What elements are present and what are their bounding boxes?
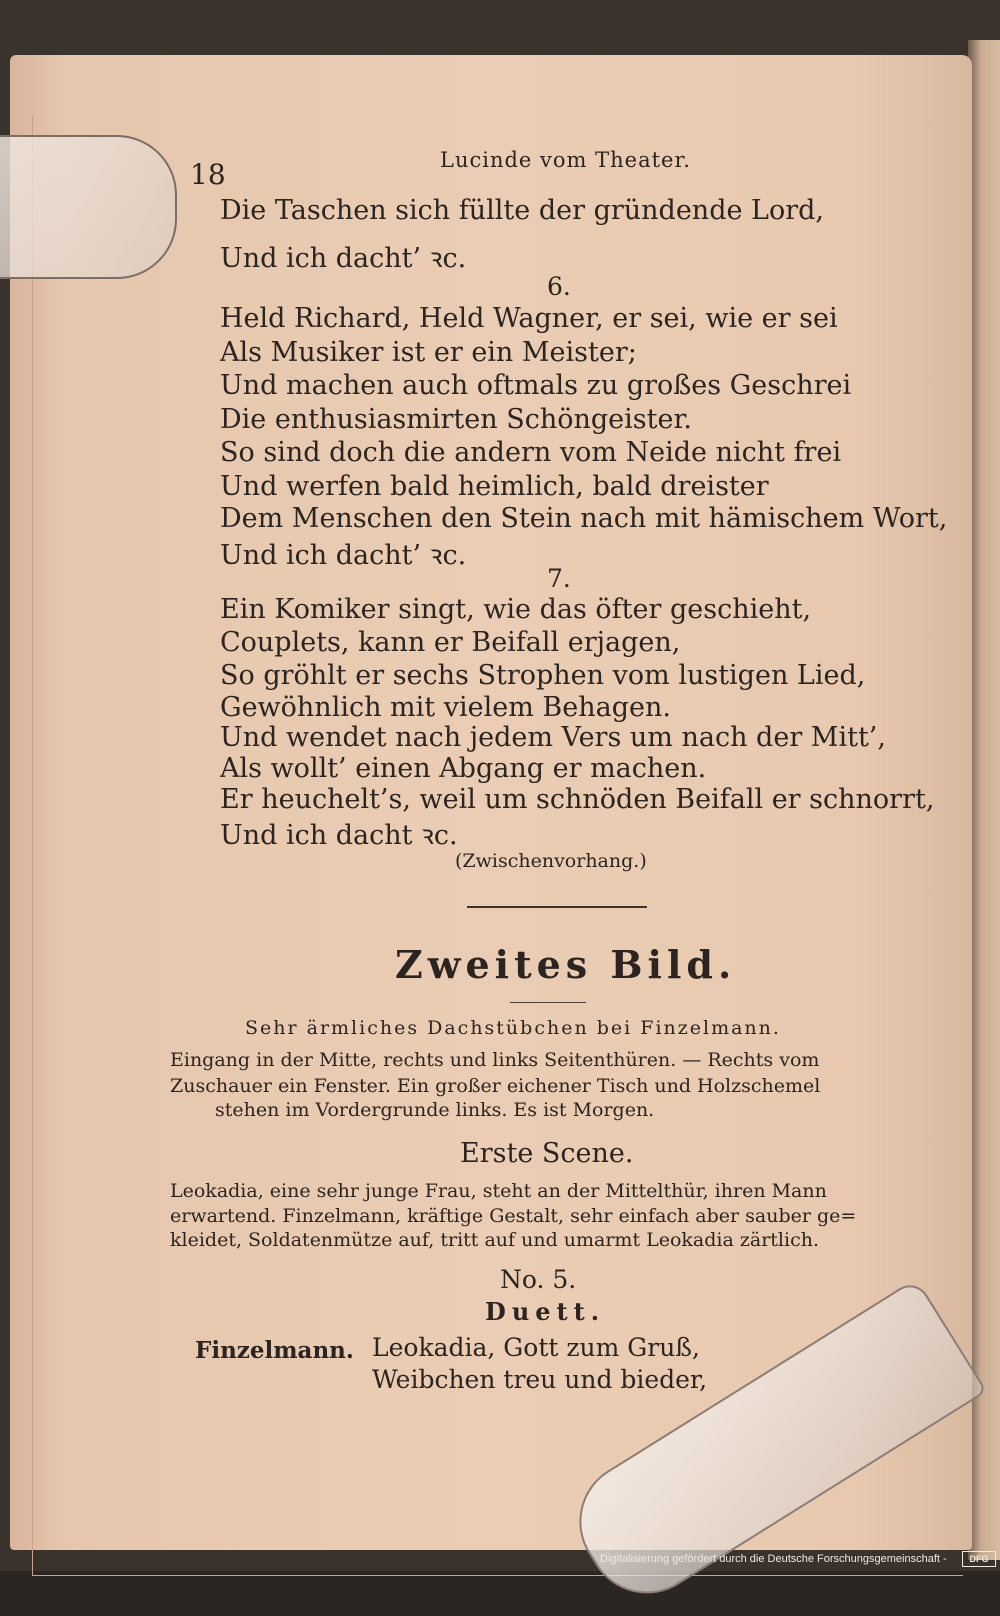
scene-description-line: erwartend. Finzelmann, kräftige Gestalt, sehr einfach aber sauber ge= — [170, 1205, 857, 1227]
section-title: Zweites Bild. — [395, 942, 737, 987]
scene-description-line: kleidet, Soldatenmütze auf, tritt auf und umarmt Leokadia zärtlich. — [170, 1229, 819, 1251]
interlude-note: (Zwischenvorhang.) — [455, 850, 647, 872]
sung-line: Weibchen treu und bieder, — [372, 1365, 708, 1394]
scene-heading: Erste Scene. — [460, 1138, 634, 1169]
verse-line: Und ich dacht ꝛc. — [220, 820, 458, 851]
verse-line: Und wendet nach jedem Vers um nach der Mitt’, — [220, 722, 886, 753]
verse-line: Als Musiker ist er ein Meister; — [220, 337, 637, 368]
verse-line: Couplets, kann er Beifall erjagen, — [220, 627, 681, 658]
verse-line: Gewöhnlich mit vielem Behagen. — [220, 692, 671, 723]
verse-line: So gröhlt er sechs Strophen vom lustigen Lied, — [220, 660, 866, 691]
setting-line: Eingang in der Mitte, rechts und links Seitenthüren. — Rechts vom — [170, 1049, 820, 1071]
sung-line: Leokadia, Gott zum Gruß, — [372, 1333, 700, 1362]
speaker-name: Finzelmann. — [195, 1337, 354, 1364]
section-divider — [467, 906, 647, 908]
stanza-number: 7. — [547, 564, 571, 593]
verse-line: Und werfen bald heimlich, bald dreister — [220, 471, 769, 502]
running-head: Lucinde vom Theater. — [440, 148, 691, 172]
stanza-number: 6. — [547, 272, 571, 301]
scene-description-line: Leokadia, eine sehr junge Frau, steht an der Mittelthür, ihren Mann — [170, 1180, 827, 1202]
setting-line: stehen im Vordergrunde links. Es ist Morgen. — [215, 1099, 655, 1121]
page-clip-top — [0, 135, 177, 279]
title-underline — [510, 1002, 586, 1003]
verse-line: Und machen auch oftmals zu großes Geschrei — [220, 370, 852, 401]
verse-line: Dem Menschen den Stein nach mit hämischem Wort, — [220, 503, 948, 534]
page-number: 18 — [190, 158, 226, 191]
verse-line: Held Richard, Held Wagner, er sei, wie er sei — [220, 303, 838, 334]
number-label: No. 5. — [500, 1265, 577, 1294]
verse-line: Die Taschen sich füllte der gründende Lord, — [220, 195, 824, 226]
duet-label: Duett. — [485, 1297, 606, 1326]
verse-line: Und ich dacht’ ꝛc. — [220, 540, 467, 571]
verse-line: Als wollt’ einen Abgang er machen. — [220, 753, 707, 784]
adjacent-page-edge — [968, 40, 1000, 1560]
verse-line: So sind doch die andern vom Neide nicht frei — [220, 437, 842, 468]
scene-subtitle: Sehr ärmliches Dachstübchen bei Finzelmann. — [245, 1017, 781, 1039]
dfg-logo: DFG — [962, 1551, 996, 1567]
verse-line: Er heuchelt’s, weil um schnöden Beifall er schnorrt, — [220, 784, 935, 815]
setting-line: Zuschauer ein Fenster. Ein großer eichener Tisch und Holzschemel — [170, 1075, 821, 1097]
verse-line: Ein Komiker singt, wie das öfter geschieht, — [220, 594, 812, 625]
digitization-footer: Digitalisierung gefördert durch die Deutsche Forschungsgemeinschaft - — [600, 1553, 947, 1565]
verse-line: Die enthusiasmirten Schöngeister. — [220, 404, 692, 435]
verse-line: Und ich dacht’ ꝛc. — [220, 243, 467, 274]
